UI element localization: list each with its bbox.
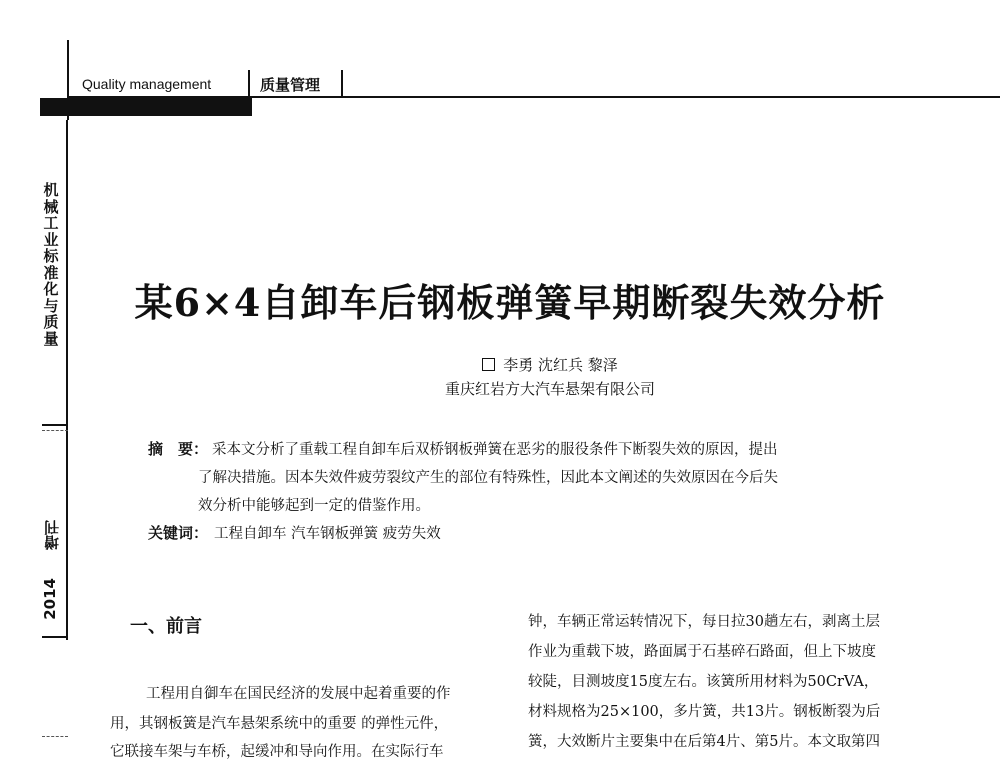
abstract-line: 了解决措施。因本失效件疲劳裂纹产生的部位有特殊性，因此本文阐述的失效原因在今后失	[198, 470, 778, 486]
author-line	[400, 354, 700, 375]
issue-label: 增刊	[43, 520, 61, 550]
abstract-label: 摘 要：	[148, 440, 209, 458]
right-column-line: 材料规格为25×100，多片簧，共13片。钢板断裂为后	[528, 704, 881, 720]
right-column-line: 作业为重载下坡，路面属于石基碎石路面，但上下坡度	[528, 644, 876, 660]
sidebar-tick	[42, 424, 68, 426]
year-label: 2014	[41, 578, 59, 620]
left-column-line: 工程用自御车在国民经济的发展中起着重要的作	[146, 686, 451, 702]
section-label-english: Quality management	[82, 76, 212, 92]
header-separator	[341, 70, 343, 96]
sidebar-tick-dashed	[42, 736, 68, 737]
sidebar-tick-dashed	[42, 430, 68, 431]
right-column-line: 簧，大效断片主要集中在后第4片、第5片。本文取第四	[528, 734, 880, 750]
header-black-bar	[40, 98, 252, 116]
square-bullet-icon	[482, 358, 495, 371]
abstract-line: 效分析中能够起到一定的借鉴作用。	[198, 498, 430, 514]
section-label-chinese: 质量管理	[260, 76, 321, 94]
authors: 李勇 沈红兵 黎泽	[503, 356, 618, 374]
left-column-line: 用，其钢板簧是汽车悬架系统中的重要 的弹性元件，	[110, 716, 449, 732]
keywords: 工程自卸车 汽车钢板弹簧 疲劳失效	[214, 526, 441, 542]
affiliation: 重庆红岩方大汽车悬架有限公司	[444, 380, 655, 398]
right-column-line: 较陡，目测坡度15度左右。该簧所用材料为50CrVA，	[528, 674, 879, 690]
sidebar-rule	[66, 120, 68, 640]
header-separator	[248, 70, 250, 96]
section-heading: 一、前言	[130, 616, 202, 637]
right-column-line: 钟，车辆正常运转情况下，每日拉30趟左右，剥离土层	[528, 614, 880, 630]
abstract-line: 采本文分析了重载工程自卸车后双桥钢板弹簧在恶劣的服役条件下断裂失效的原因，提出	[212, 442, 778, 458]
journal-name: 机械工业标准化与质量	[43, 181, 59, 348]
left-column-line: 它联接车架与车桥，起缓冲和导向作用。在实际行车	[110, 744, 444, 760]
keywords-label: 关键词：	[148, 524, 209, 542]
sidebar-tick	[42, 636, 68, 638]
article-title: 某6×4自卸车后钢板弹簧早期断裂失效分析	[134, 280, 886, 325]
